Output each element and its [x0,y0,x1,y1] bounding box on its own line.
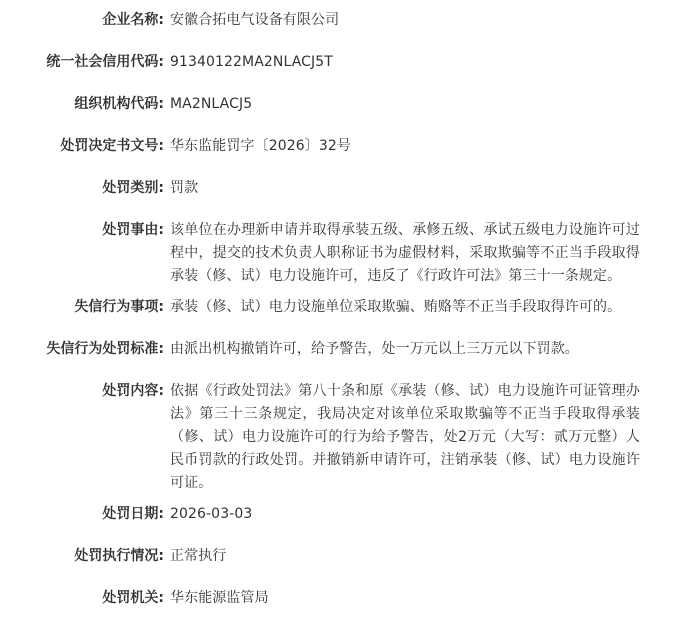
value-penalty-content: 依据《行政处罚法》第八十条和原《承装（修、试）电力设施许可证管理办法》第三十三条规定，我局决定对该单位采取欺骗等不正当手段取得承装（修、试）电力设施许可的行为给予警告，处2万元（大写：贰万元整）人民币罚款的行政处罚。并撤销新申请许可，注销承装（修、试）电力设施许可证。 [170,383,640,491]
value-dishonest-standard: 由派出机构撤销许可，给予警告，处一万元以上三万元以下罚款。 [170,341,579,357]
label-dishonest-standard: 失信行为处罚标准: [46,341,164,357]
row-company-name [0,9,693,32]
row-penalty-content [0,380,693,495]
label-execution-status: 处罚执行情况: [74,548,164,564]
value-penalty-type: 罚款 [170,180,199,196]
label-penalty-reason: 处罚事由: [102,222,164,238]
value-company-name: 安徽合拓电气设备有限公司 [170,12,340,28]
row-dishonest-standard [0,338,693,361]
row-penalty-date [0,503,693,526]
label-credit-code: 统一社会信用代码: [46,54,164,70]
row-penalty-reason [0,219,693,288]
value-decision-number: 华东监能罚字〔2026〕32号 [170,138,351,154]
value-penalty-date: 2026-03-03 [170,506,253,522]
value-execution-status: 正常执行 [170,548,227,564]
row-execution-status [0,545,693,568]
row-dishonest-matter [0,296,693,319]
row-decision-number [0,135,693,158]
row-org-code [0,93,693,116]
label-company-name: 企业名称: [102,12,164,28]
value-penalty-reason: 该单位在办理新申请并取得承装五级、承修五级、承试五级电力设施许可过程中，提交的技术负责人职称证书为虚假材料，采取欺骗等不正当手段取得承装（修、试）电力设施许可，违反了《行政许可法》第三十一条规定。 [170,222,640,284]
value-org-code: MA2NLACJ5 [170,96,253,112]
row-penalty-authority [0,587,693,610]
label-penalty-date: 处罚日期: [102,506,164,522]
value-dishonest-matter: 承装（修、试）电力设施单位采取欺骗、贿赂等不正当手段取得许可的。 [170,299,622,315]
label-penalty-authority: 处罚机关: [102,590,164,606]
value-credit-code: 91340122MA2NLACJ5T [170,54,333,70]
label-dishonest-matter: 失信行为事项: [74,299,164,315]
label-org-code: 组织机构代码: [74,96,164,112]
value-penalty-authority: 华东能源监管局 [170,590,269,606]
label-decision-number: 处罚决定书文号: [60,138,164,154]
row-credit-code [0,51,693,74]
label-penalty-type: 处罚类别: [102,180,164,196]
label-penalty-content: 处罚内容: [102,383,164,399]
row-penalty-type [0,177,693,200]
